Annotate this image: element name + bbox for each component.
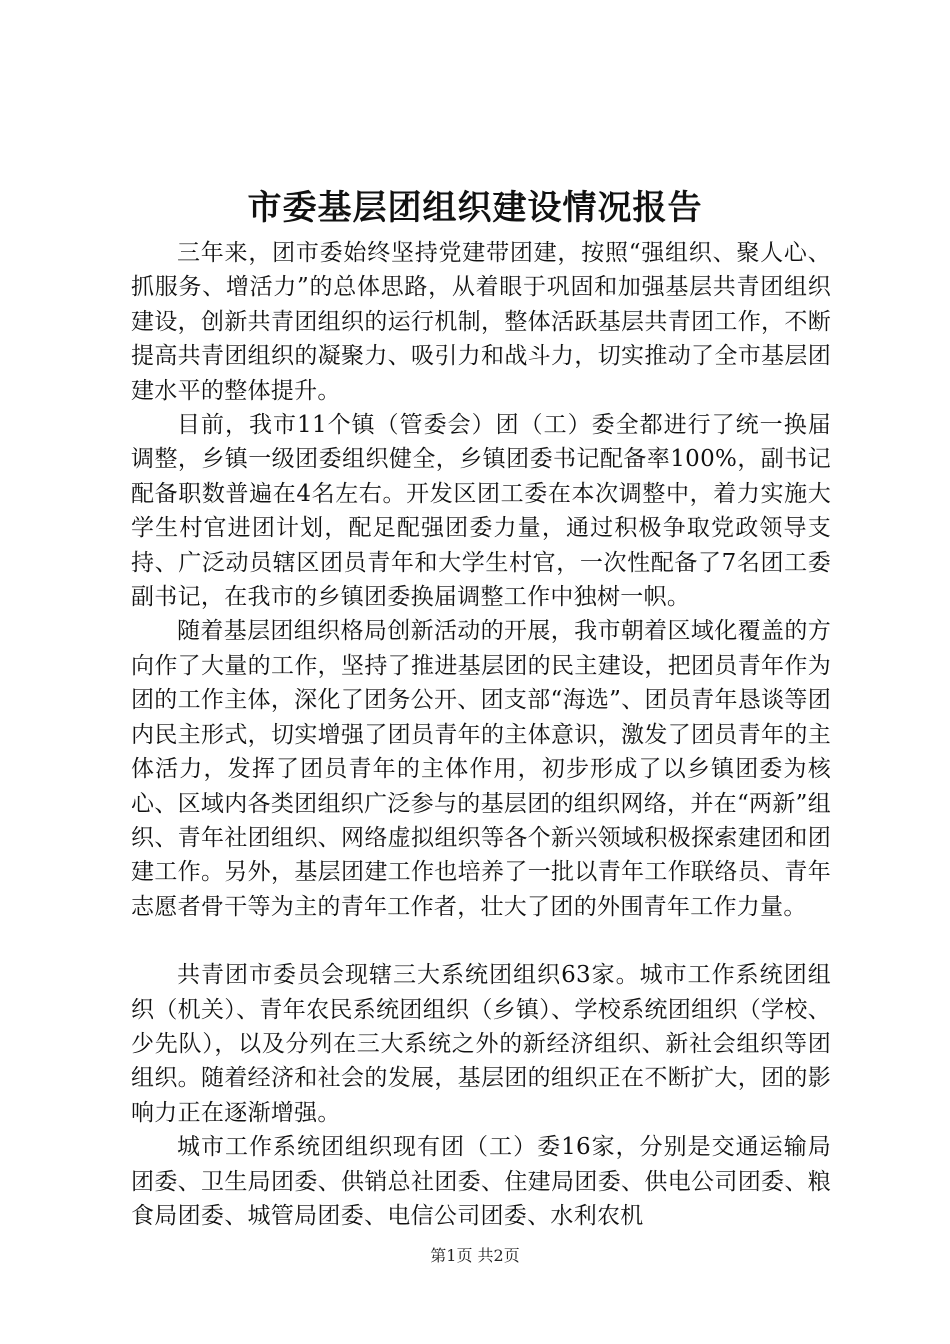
document-body [131,236,831,1233]
document-title: 市委基层团组织建设情况报告 [247,188,703,228]
paragraph-intro: 三年来，团市委始终坚持党建带团建，按照“强组织、聚人心、抓服务、增活力”的总体思路，从着眼于巩固和加强基层共青团组织建设，创新共青团组织的运行机制，整体活跃基层共青团工作，不断提高共青团组织的凝聚力、吸引力和战斗力，切实推动了全市基层团建水平的整体提升。 [131,240,831,404]
paragraph-three-systems: 共青团市委员会现辖三大系统团组织63家。城市工作系统团组织（机关）、青年农民系统团组织（乡镇）、学校系统团组织（学校、少先队），以及分列在三大系统之外的新经济组织、新社会组织等团组织。随着经济和社会的发展，基层团的组织正在不断扩大，团的影响力正在逐渐增强。 [131,962,831,1126]
paragraph-town-committees: 目前，我市11个镇（管委会）团（工）委全都进行了统一换届调整，乡镇一级团委组织健全，乡镇团委书记配备率100%，副书记配备职数普遍在4名左右。开发区团工委在本次调整中，着力实施大学生村官进团计划，配足配强团委力量，通过积极争取党政领导支持、广泛动员辖区团员青年和大学生村官，一次性配备了7名团工委副书记，在我市的乡镇团委换届调整工作中独树一帜。 [131,412,831,611]
page-number-footer: 第1页 共2页 [430,1246,520,1265]
paragraph-regional-coverage: 随着基层团组织格局创新活动的开展，我市朝着区域化覆盖的方向作了大量的工作，坚持了推进基层团的民主建设，把团员青年作为团的工作主体，深化了团务公开、团支部“海选”、团员青年恳谈等团内民主形式，切实增强了团员青年的主体意识，激发了团员青年的主体活力，发挥了团员青年的主体作用，初步形成了以乡镇团委为核心、区域内各类团组织广泛参与的基层团的组织网络，并在“两新”组织、青年社团组织、网络虚拟组织等各个新兴领域积极探索建团和团建工作。另外，基层团建工作也培养了一批以青年工作联络员、青年志愿者骨干等为主的青年工作者，壮大了团的外围青年工作力量。 [131,618,831,920]
paragraph-city-system: 城市工作系统团组织现有团（工）委16家，分别是交通运输局团委、卫生局团委、供销总社团委、住建局团委、供电公司团委、粮食局团委、城管局团委、电信公司团委、水利农机 [131,1134,831,1229]
